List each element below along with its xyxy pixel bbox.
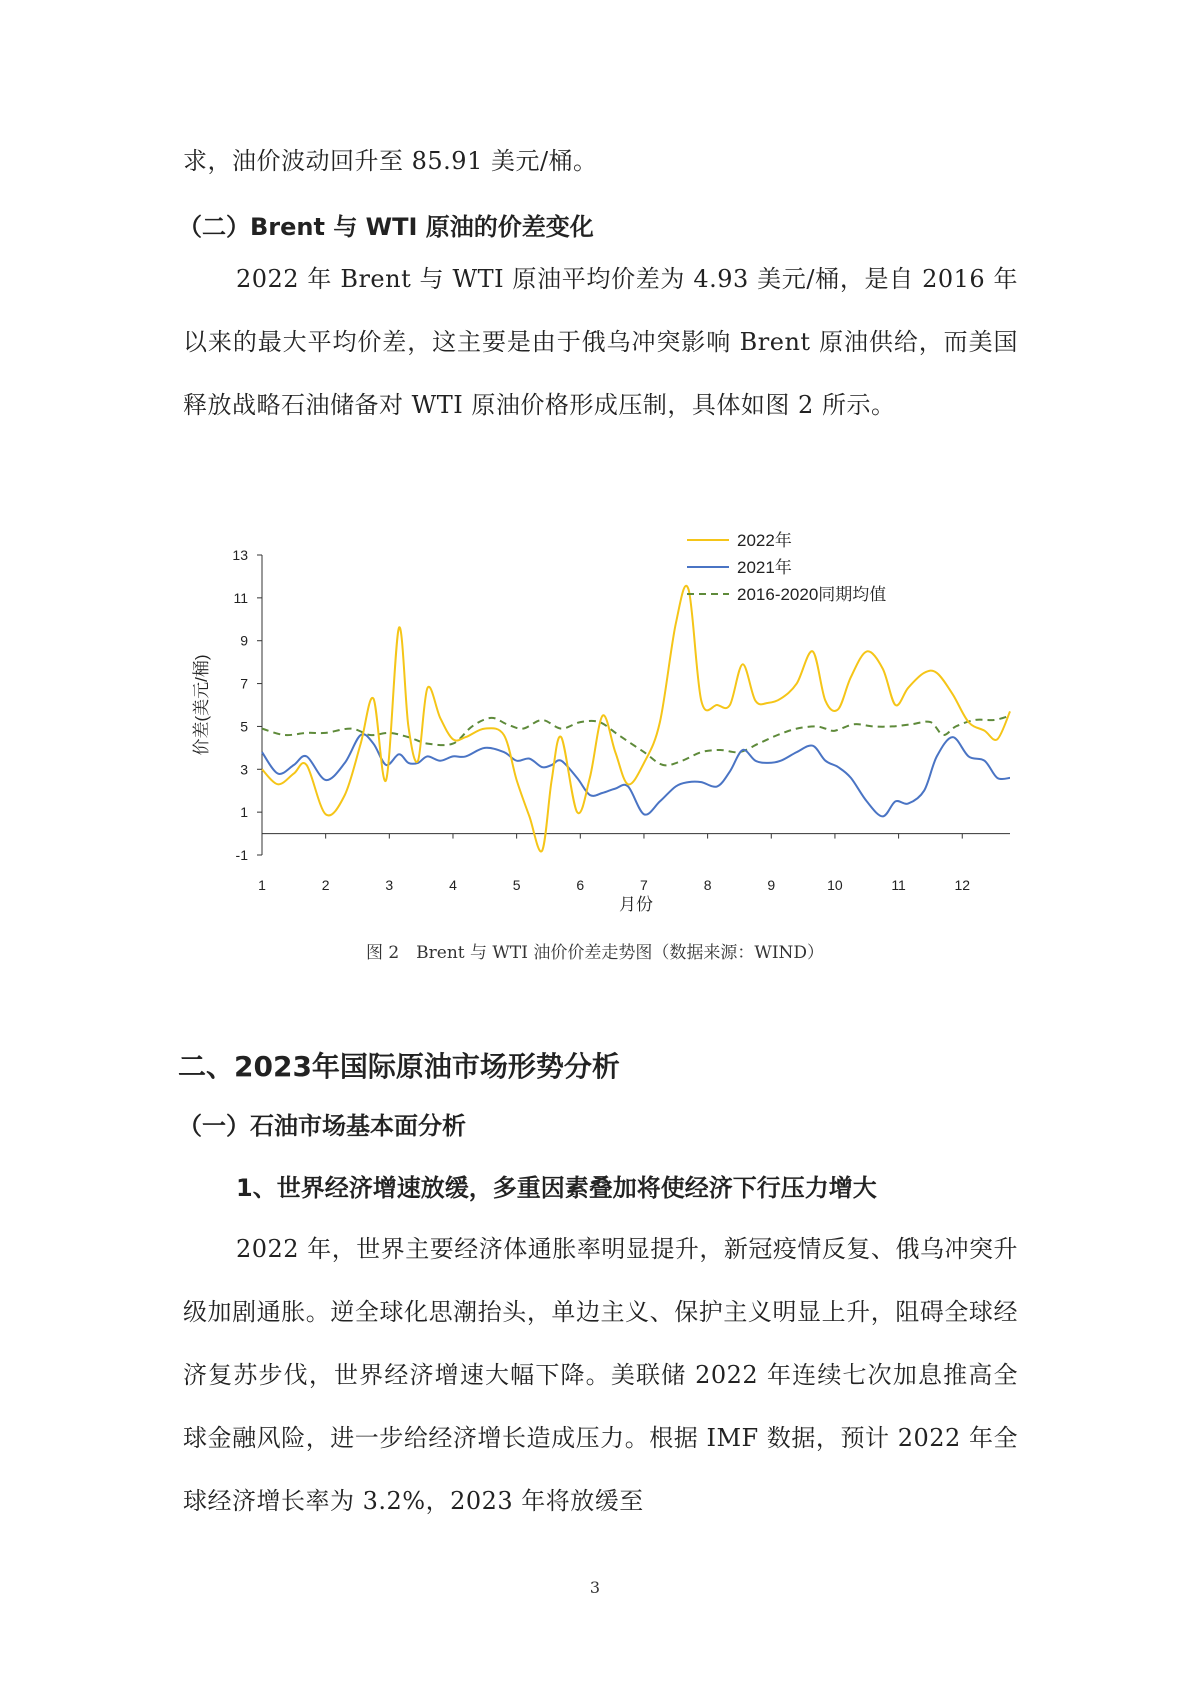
page-number: 3 [589,1578,601,1597]
paragraph-world-economy: 2022 年，世界主要经济体通胀率明显提升，新冠疫情反复、俄乌冲突升级加剧通胀。逆全球化思潮抬头，单边主义、保护主义明显上升，阻碍全球经济复苏步伐，世界经济增速大幅下降。美联储 2022 年连续七次加息推高全球金融风险，进一步给经济增长造成压力。根据 IMF 数据，预计 2022 年全球经济增长率为 3.2%，2023 年将放缓至 [183,1235,1018,1515]
y-tick-label: 7 [240,675,248,692]
y-tick-label: -1 [235,847,248,863]
paragraph-continuation: 求，油价波动回升至 85.91 美元/桶。 [183,147,598,175]
x-tick-label: 8 [703,877,712,893]
x-tick-label: 1 [258,877,266,893]
subsection-heading-fundamentals: （一）石油市场基本面分析 [178,1112,466,1140]
series-line-2 [262,716,1010,766]
x-tick-label: 10 [827,877,843,893]
legend-label-1: 2021年 [737,558,792,577]
y-tick-label: 1 [240,804,248,821]
subsection-heading-economy-slowdown: 1、世界经济增速放缓，多重因素叠加将使经济下行压力增大 [236,1174,877,1202]
x-tick-label: 5 [512,877,521,893]
y-tick-label: 13 [232,547,248,563]
x-tick-label: 6 [576,877,585,893]
x-tick-label: 3 [385,877,394,893]
x-tick-label: 11 [891,877,906,893]
paragraph-brent-wti-spread: 2022 年 Brent 与 WTI 原油平均价差为 4.93 美元/桶，是自 2016 年以来的最大平均价差，这主要是由于俄乌冲突影响 Brent 原油供给，而美国释放战略石油储备对 WTI 原油价格形成压制，具体如图 2 所示。 [183,265,1018,419]
series-line-0 [262,586,1010,852]
legend-label-0: 2022年 [737,531,792,550]
y-tick-label: 5 [240,718,248,735]
x-axis-label: 月份 [619,895,653,914]
section-heading-brent-wti-spread: （二）Brent 与 WTI 原油的价差变化 [178,213,594,241]
x-tick-label: 12 [954,877,971,893]
y-tick-label: 9 [240,632,248,649]
section-heading-2023-analysis: 二、2023年国际原油市场形势分析 [178,1050,620,1083]
figure-caption: 图 2 Brent 与 WTI 油价价差走势图（数据来源：WIND） [365,943,825,963]
x-tick-label: 2 [321,877,330,893]
y-axis-label: 价差(美元/桶) [192,654,211,756]
y-tick-label: 3 [240,761,248,778]
y-tick-label: 11 [233,589,248,606]
legend-label-2: 2016-2020同期均值 [737,585,887,604]
x-tick-label: 4 [449,877,457,893]
x-tick-label: 7 [640,877,648,893]
x-tick-label: 9 [767,877,776,893]
brent-wti-spread-chart [192,531,975,925]
